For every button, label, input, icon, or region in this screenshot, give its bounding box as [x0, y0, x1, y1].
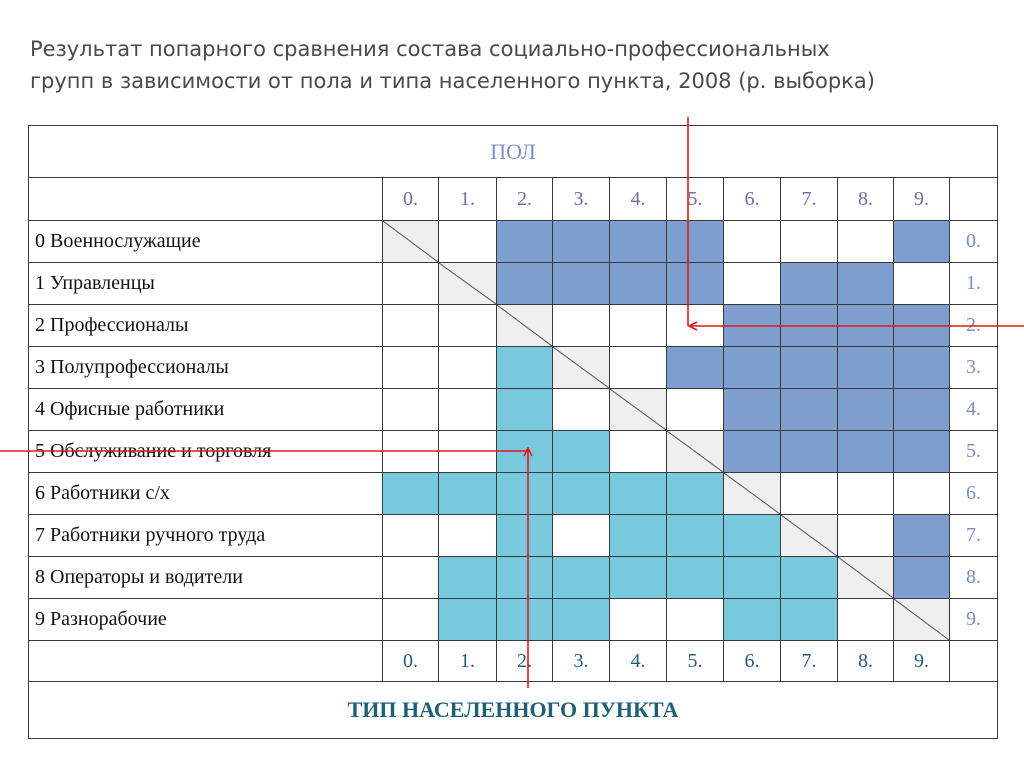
matrix-cell [610, 473, 667, 515]
matrix-cell [894, 347, 950, 389]
matrix-cell [497, 473, 553, 515]
matrix-cell [667, 515, 724, 557]
matrix-cell [838, 305, 894, 347]
matrix-cell [610, 221, 667, 263]
row-label: 4 Офисные работники [29, 389, 383, 431]
matrix-cell [610, 305, 667, 347]
column-number-bottom: 6. [724, 641, 781, 682]
matrix-cell [383, 557, 439, 599]
column-number-top: 5. [667, 178, 724, 221]
matrix-cell [894, 557, 950, 599]
matrix-cell [497, 347, 553, 389]
diagonal-line [724, 473, 780, 514]
matrix-cell [781, 305, 838, 347]
diagonal-line [383, 221, 438, 262]
matrix-cell [894, 473, 950, 515]
matrix-cell [553, 221, 610, 263]
matrix-cell [610, 431, 667, 473]
diagonal-cell [610, 389, 667, 431]
matrix-cell [439, 599, 497, 641]
row-number: 8. [950, 557, 998, 599]
matrix-cell [497, 263, 553, 305]
matrix-cell [667, 263, 724, 305]
matrix-cell [497, 515, 553, 557]
table-row [29, 389, 998, 431]
column-number-top: 3. [553, 178, 610, 221]
row-number: 2. [950, 305, 998, 347]
matrix-cell [724, 305, 781, 347]
matrix-cell [383, 515, 439, 557]
footer-row-settlement [29, 682, 998, 739]
matrix-cell [838, 473, 894, 515]
diagonal-line [781, 515, 837, 556]
matrix-cell [838, 431, 894, 473]
column-number-bottom: 7. [781, 641, 838, 682]
column-number-bottom: 1. [439, 641, 497, 682]
matrix-cell [497, 599, 553, 641]
matrix-cell [894, 221, 950, 263]
matrix-cell [553, 473, 610, 515]
matrix-cell [553, 431, 610, 473]
matrix-cell [383, 599, 439, 641]
matrix-cell [724, 515, 781, 557]
column-number-top: 8. [838, 178, 894, 221]
matrix-cell [610, 515, 667, 557]
diagonal-line [439, 263, 496, 304]
matrix-cell [781, 473, 838, 515]
row-number: 1. [950, 263, 998, 305]
column-number-bottom: 3. [553, 641, 610, 682]
table-row [29, 431, 998, 473]
corner-cell [29, 178, 383, 221]
column-number-bottom: 8. [838, 641, 894, 682]
matrix-cell [383, 305, 439, 347]
matrix-cell [724, 347, 781, 389]
matrix-cell [497, 389, 553, 431]
comparison-matrix [28, 125, 998, 739]
matrix-cell [439, 431, 497, 473]
matrix-cell [781, 557, 838, 599]
diagonal-cell [781, 515, 838, 557]
matrix-cell [610, 263, 667, 305]
matrix-cell [724, 221, 781, 263]
column-number-bottom: 4. [610, 641, 667, 682]
column-number-top: 0. [383, 178, 439, 221]
matrix-cell [838, 221, 894, 263]
diagonal-line [838, 557, 893, 598]
matrix-cell [383, 347, 439, 389]
diagonal-cell [439, 263, 497, 305]
matrix-cell [838, 263, 894, 305]
diagonal-cell [383, 221, 439, 263]
column-number-top: 7. [781, 178, 838, 221]
matrix-cell [553, 557, 610, 599]
matrix-cell [781, 221, 838, 263]
matrix-cell [439, 305, 497, 347]
table-row [29, 305, 998, 347]
header-row-gender [29, 126, 998, 178]
slide-title-line-1: Результат попарного сравнения состава социально-профессиональных [30, 37, 830, 61]
matrix-cell [724, 599, 781, 641]
row-number: 0. [950, 221, 998, 263]
matrix-cell [553, 263, 610, 305]
matrix-cell [894, 431, 950, 473]
matrix-cell [553, 389, 610, 431]
matrix-cell [724, 557, 781, 599]
column-numbers-top [29, 178, 998, 221]
row-label: 7 Работники ручного труда [29, 515, 383, 557]
matrix-cell [781, 599, 838, 641]
matrix-cell [497, 557, 553, 599]
matrix-cell [667, 221, 724, 263]
matrix-cell [439, 515, 497, 557]
column-number-bottom: 9. [894, 641, 950, 682]
slide-title [30, 33, 1020, 97]
table-row [29, 599, 998, 641]
matrix-cell [383, 263, 439, 305]
matrix-cell [667, 599, 724, 641]
row-number: 7. [950, 515, 998, 557]
diagonal-cell [497, 305, 553, 347]
column-number-bottom: 0. [383, 641, 439, 682]
matrix-cell [439, 389, 497, 431]
matrix-cell [838, 389, 894, 431]
matrix-cell [610, 599, 667, 641]
matrix-cell [838, 515, 894, 557]
diagonal-line [894, 599, 949, 640]
table-row [29, 473, 998, 515]
table-row [29, 221, 998, 263]
matrix-cell [439, 347, 497, 389]
row-label: 0 Военнослужащие [29, 221, 383, 263]
row-number: 9. [950, 599, 998, 641]
matrix-cell [439, 221, 497, 263]
row-label: 8 Операторы и водители [29, 557, 383, 599]
matrix-cell [553, 599, 610, 641]
table-row [29, 263, 998, 305]
matrix-cell [610, 557, 667, 599]
corner-cell [29, 641, 383, 682]
matrix-cell [383, 431, 439, 473]
column-numbers-bottom [29, 641, 998, 682]
matrix-cell [439, 557, 497, 599]
matrix-cell [838, 347, 894, 389]
matrix-cell [724, 431, 781, 473]
matrix-cell [383, 473, 439, 515]
column-number-top: 4. [610, 178, 667, 221]
column-number-top: 2. [497, 178, 553, 221]
matrix-cell [667, 557, 724, 599]
row-number: 5. [950, 431, 998, 473]
column-number-top: 1. [439, 178, 497, 221]
row-label: 1 Управленцы [29, 263, 383, 305]
matrix-cell [724, 389, 781, 431]
diagonal-cell [667, 431, 724, 473]
row-label: 5 Обслуживание и торговля [29, 431, 383, 473]
matrix-cell [667, 473, 724, 515]
column-number-bottom: 2. [497, 641, 553, 682]
matrix-cell [838, 599, 894, 641]
matrix-cell [781, 263, 838, 305]
row-number: 4. [950, 389, 998, 431]
diagonal-line [553, 347, 609, 388]
matrix-cell [894, 389, 950, 431]
matrix-cell [667, 305, 724, 347]
matrix-cell [383, 389, 439, 431]
diagonal-line [667, 431, 723, 472]
row-label: 6 Работники с/х [29, 473, 383, 515]
matrix-cell [894, 515, 950, 557]
column-number-bottom: 5. [667, 641, 724, 682]
row-label: 2 Профессионалы [29, 305, 383, 347]
diagonal-cell [553, 347, 610, 389]
table-row [29, 557, 998, 599]
diagonal-cell [724, 473, 781, 515]
diagonal-cell [894, 599, 950, 641]
matrix-cell [894, 305, 950, 347]
corner-cell [950, 178, 998, 221]
diagonal-line [610, 389, 666, 430]
matrix-cell [439, 473, 497, 515]
matrix-cell [894, 263, 950, 305]
matrix-cell [781, 431, 838, 473]
matrix-cell [724, 263, 781, 305]
matrix-cell [667, 347, 724, 389]
column-number-top: 6. [724, 178, 781, 221]
table-row [29, 347, 998, 389]
row-number: 6. [950, 473, 998, 515]
matrix-cell [553, 515, 610, 557]
corner-cell [950, 641, 998, 682]
matrix-cell [667, 389, 724, 431]
row-label: 3 Полупрофессионалы [29, 347, 383, 389]
matrix-cell [553, 305, 610, 347]
row-number: 3. [950, 347, 998, 389]
diagonal-line [497, 305, 552, 346]
matrix-cell [497, 431, 553, 473]
matrix-cell [781, 347, 838, 389]
diagonal-cell [838, 557, 894, 599]
matrix-cell [610, 347, 667, 389]
settlement-header: ТИП НАСЕЛЕННОГО ПУНКТА [29, 682, 998, 739]
matrix-cell [781, 389, 838, 431]
table-row [29, 515, 998, 557]
matrix-cell [497, 221, 553, 263]
gender-header: ПОЛ [29, 126, 998, 178]
slide-title-line-2: групп в зависимости от пола и типа населенного пункта, 2008 (р. выборка) [30, 69, 875, 93]
column-number-top: 9. [894, 178, 950, 221]
row-label: 9 Разнорабочие [29, 599, 383, 641]
